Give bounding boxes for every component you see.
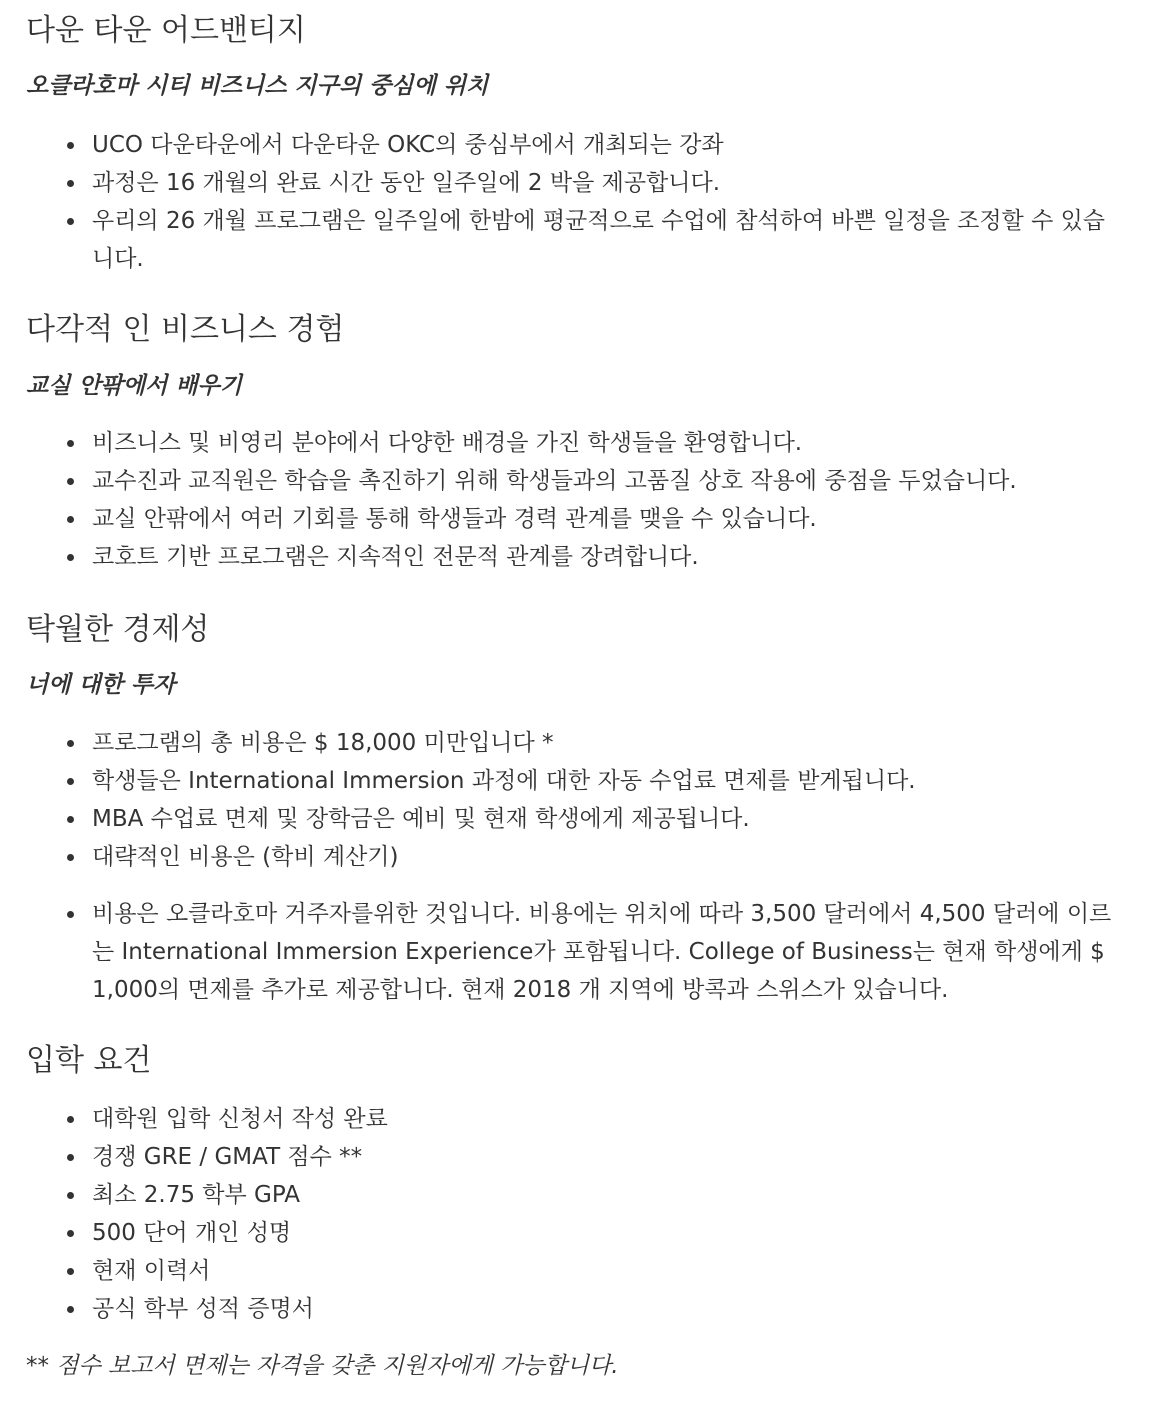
list-item-text: 프로그램의 총 비용은 $ 18,000 미만입니다 * [92,730,554,756]
bullet-icon [67,478,74,485]
list-item-text: 경쟁 GRE / GMAT 점수 ** [92,1144,363,1170]
list-item-text: UCO 다운타운에서 다운타운 OKC의 중심부에서 개최되는 강좌 [92,132,724,158]
list-item [0,500,1149,538]
bullet-icon [67,740,74,747]
list-item [0,1290,1149,1328]
list-item [0,424,1149,462]
bullet-icon [67,854,74,861]
list-item [0,202,1149,278]
list-item-text: 대략적인 비용은 (학비 계산기) [92,844,399,870]
section-subheading-affordability: 너에 대한 투자 [26,672,176,698]
section-heading-business-experience: 다각적 인 비즈니스 경험 [26,312,345,347]
footnote: ** 점수 보고서 면제는 자격을 갖춘 지원자에게 가능합니다. [26,1353,619,1379]
list-item [0,1100,1149,1138]
list-item [0,1252,1149,1290]
section-heading-admission: 입학 요건 [26,1043,152,1078]
bullet-icon [67,778,74,785]
list-item-text: 교실 안팎에서 여러 기회를 통해 학생들과 경력 관계를 맺을 수 있습니다. [92,506,817,532]
list-item-text: 최소 2.75 학부 GPA [92,1182,300,1208]
list-item-text: 우리의 26 개월 프로그램은 일주일에 한밤에 평균적으로 수업에 참석하여 바쁜 일정을 조정할 수 있습니다. [92,208,1106,272]
bullet-icon [67,816,74,823]
bullet-list-admission [0,1100,1149,1328]
list-item [0,800,1149,838]
bullet-icon [67,1154,74,1161]
bullet-icon [67,440,74,447]
list-item [0,126,1149,164]
section-heading-downtown: 다운 타운 어드밴티지 [26,13,306,48]
bullet-list-cost-note [0,895,1149,1009]
cost-note-text: 비용은 오클라호마 거주자를위한 것입니다. 비용에는 위치에 따라 3,500 달러에서 4,500 달러에 이르는 International Immersion Experience가 포함됩니다. College of Business는 현재 학생에게 $ 1,000의 면제를 추가로 제공합니다. 현재 2018 개 지역에 방콕과 스위스가 있습니다. [92,901,1112,1003]
bullet-icon [67,142,74,149]
list-item [0,1138,1149,1176]
list-item [0,462,1149,500]
bullet-icon [67,218,74,225]
list-item [0,724,1149,762]
bullet-icon [67,554,74,561]
bullet-icon [67,180,74,187]
bullet-icon [67,1306,74,1313]
list-item-text: 코호트 기반 프로그램은 지속적인 전문적 관계를 장려합니다. [92,544,699,570]
bullet-list-affordability [0,724,1149,876]
list-item-text: 비즈니스 및 비영리 분야에서 다양한 배경을 가진 학생들을 환영합니다. [92,430,803,456]
bullet-list-downtown [0,126,1149,278]
list-item [0,164,1149,202]
list-item [0,895,1149,1009]
section-subheading-business-experience: 교실 안팎에서 배우기 [26,373,242,399]
bullet-icon [67,1268,74,1275]
bullet-icon [67,911,74,918]
bullet-icon [67,1192,74,1199]
bullet-icon [67,516,74,523]
section-subheading-downtown: 오클라호마 시티 비즈니스 지구의 중심에 위치 [26,73,489,99]
list-item-text: 공식 학부 성적 증명서 [92,1296,314,1322]
list-item [0,538,1149,576]
list-item-text: 과정은 16 개월의 완료 시간 동안 일주일에 2 박을 제공합니다. [92,170,721,196]
list-item-text: 500 단어 개인 성명 [92,1220,292,1246]
list-item [0,838,1149,876]
list-item [0,762,1149,800]
list-item-text: 교수진과 교직원은 학습을 촉진하기 위해 학생들과의 고품질 상호 작용에 중점을 두었습니다. [92,468,1017,494]
list-item-text: 대학원 입학 신청서 작성 완료 [92,1106,388,1132]
list-item [0,1176,1149,1214]
list-item-text: 학생들은 International Immersion 과정에 대한 자동 수업료 면제를 받게됩니다. [92,768,916,794]
bullet-icon [67,1116,74,1123]
section-heading-affordability: 탁월한 경제성 [26,612,210,647]
list-item [0,1214,1149,1252]
bullet-list-business-experience [0,424,1149,576]
bullet-icon [67,1230,74,1237]
list-item-text: MBA 수업료 면제 및 장학금은 예비 및 현재 학생에게 제공됩니다. [92,806,750,832]
list-item-text: 현재 이력서 [92,1258,211,1284]
